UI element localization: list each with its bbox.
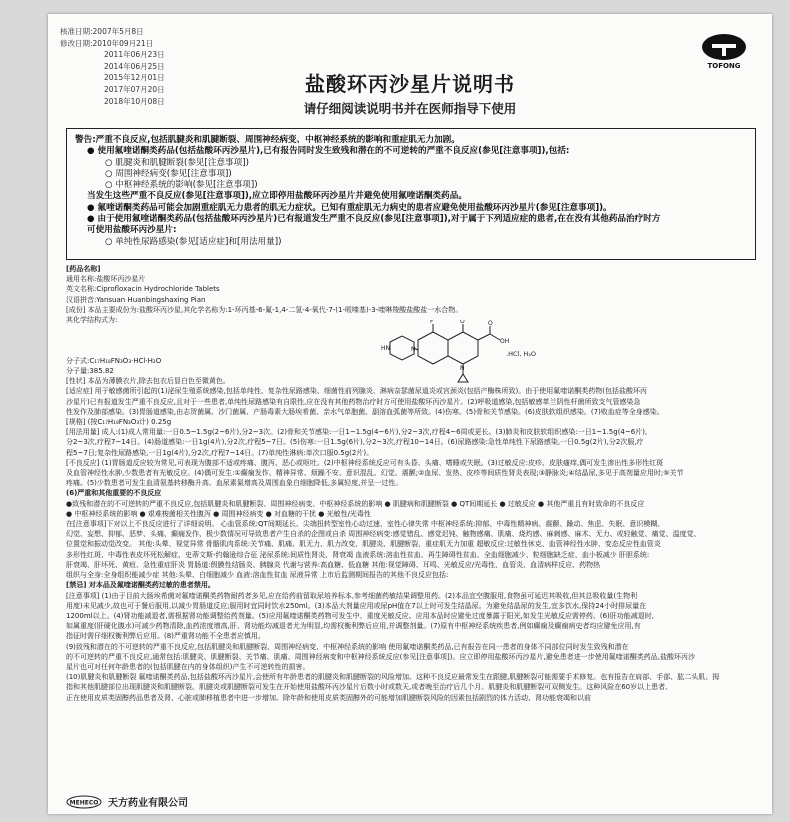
body-line: 多形性红斑、中毒性表皮坏死松解症、史蒂文斯-约翰逊综合征 泌尿系统:间质性肾炎、肾衰竭 血液系统:溶血性贫血、再生障碍性贫血、全血细胞减少、粒细胞缺乏症、血小板减少 肝胆系统: <box>66 550 650 559</box>
svg-text:F: F <box>430 320 434 325</box>
warning-line: ● 由于使用氟喹诺酮类药品(包括盐酸环丙沙星片)已有报道发生严重不良反应(参见[注意事项]),对于属于下列适应症的患者,在在没有其他药品治疗时方 <box>87 214 661 225</box>
body-line: [性状] 本品为薄膜衣片,除去包衣后显白色至微黄色。 <box>66 377 230 386</box>
body-line: [规格] (按C₁₇H₁₈FN₃O₃计) 0.25g <box>66 418 172 427</box>
body-line: 组织与全身:全身组织能减少症 其他:头晕、白细胞减少 血液:溶血性贫血 尿液异常 上市后监测期间报告的其他不良反应包括: <box>66 571 449 580</box>
warning-box <box>66 128 756 260</box>
body-line: [禁忌] 对本品及氟喹诺酮类药过敏的患者禁用。 <box>66 581 215 590</box>
footer <box>66 794 188 809</box>
warning-line: ● 氟喹诺酮类药品可能会加剧重症肌无力患者的肌无力症状。已知有重症肌无力病史的患者应避免使用盐酸环丙沙星片(参见[注意事项])。 <box>87 202 612 213</box>
warning-line: 可使用盐酸环丙沙星片: <box>87 225 177 236</box>
leaflet-sheet <box>48 14 772 814</box>
warning-line: 警告:严重不良反应,包括肌腱炎和肌腱断裂、周围神经病变、中枢神经系统的影响和重症肌无力加剧。 <box>75 135 460 145</box>
document-subtitle: 请仔细阅读说明书并在医师指导下使用 <box>303 101 517 116</box>
svg-text:HN: HN <box>381 345 390 352</box>
svg-text:N: N <box>411 346 416 353</box>
body-line: 指和其他肌腱部位出现肌腱炎和肌腱断裂。肌腱炎或肌腱断裂可发生在开始使用盐酸环丙沙星片后数小时或数天,或者晚至治疗后几个月。肌腱炎和肌腱断裂可双侧发生。这种风险在60岁以上患者、 <box>66 683 673 692</box>
body-line: 幻觉、妄想、抑郁、恶梦、头痛、癫痫发作、极少数情况可导致患者产生自杀的企图或自杀 周围神经病变:感觉错乱、感觉迟钝、触物感痛、肌痛、烧灼感、麻刺感、麻木、无力、或轻触觉、痛觉、温度觉、 <box>66 530 701 539</box>
svg-text:OH: OH <box>500 338 510 345</box>
body-line: 性发作及肺部感染。(3)胃肠道感染,由志贺菌属、沙门菌属、产肠毒素大肠埃希菌、亲水气单胞菌、副溶血弧菌等所致。(4)伤寒。(5)骨和关节感染。(6)皮肤软组织感染。(7)败血症等全身感染。 <box>66 407 664 416</box>
revision-date: 2011年06月23日 <box>104 50 165 60</box>
document-title: 盐酸环丙沙星片说明书 <box>305 72 515 96</box>
body-line: 分子量:385.82 <box>66 367 114 376</box>
company-name: 天方药业有限公司 <box>108 798 188 809</box>
chemical-structure-icon <box>378 320 548 390</box>
body-line: 肝衰竭、肝坏死、黄疸、急性重症肝炎 胃肠道:假膜性结肠炎、胰腺炎 代谢与营养:高血糖、低血糖 其他:视觉障碍、耳鸣、光敏反应/光毒性、血管炎、血清病样反应、药物热 <box>66 560 601 569</box>
body-line: 如属重度(肝硬化腹水)可减少药物清除,血药浓度增高,肝、肾功能均减退者尤为明显,均需权衡利弊后应用,并调整剂量。(7)原有中枢神经系统疾患者,例如癫痫及癫痫病史者均应避免应用,有 <box>66 622 641 631</box>
revision-date: 2014年06月25日 <box>104 61 165 71</box>
svg-text:O: O <box>488 320 493 327</box>
svg-text:TOFONG: TOFONG <box>707 62 741 70</box>
body-line: [适应症] 用于敏感菌所引起的(1)泌尿生殖系统感染,包括单纯性、复杂性尿路感染、细菌性前列腺炎、淋病奈瑟菌尿道炎或宫颈炎(包括产酶株所致)。由于使用氟喹诺酮类药物(包括盐酸环丙 <box>66 387 648 396</box>
body-line: 其化学结构式为: <box>66 316 118 325</box>
body-line: 指征时需仔细权衡利弊后应用。(8)严重肾功能不全患者应慎用。 <box>66 632 265 641</box>
body-line: 用度)未见减少,故也可于餐后服用,以减少胃肠道反应;服用时宜同时饮水250ml。(3)本品大剂量应用或尿pH值在7以上时可发生结晶尿。为避免结晶尿的发生,宜多饮水,保持24小时排尿量在 <box>66 601 647 610</box>
body-line: [用法用量] 成人:(1)成人常用量:一日0.5~1.5g(2~6片),分2~3次。(2)骨和关节感染:一日1~1.5g(4~6片),分2~3次,疗程4~6周或更长。(3)肺炎和皮肤软组织感染:一日1~1.5g(4~6片), <box>66 428 648 437</box>
body-line: 位置觉和振动觉改变。 其他:头晕、视觉异常 骨骼肌肉系统:关节痛、肌痛、肌无力、肌力改变、肌腱炎、肌腱断裂、重症肌无力加重 超敏反应:过敏性休克、血管神经性水肿、变态反应性血管炎 <box>66 540 661 549</box>
warning-line: 当发生这些严重不良反应(参见[注意事项]),应立即停用盐酸环丙沙星片并避免使用氟喹诺酮类药品。 <box>87 191 467 202</box>
body-line: 分子式:C₁₇H₁₈FN₃O₃·HCl·H₂O <box>66 356 162 365</box>
body-line: 分2~3次,疗程7~14日。(4)肠道感染:一日1g(4片),分2次,疗程5~7日。(5)伤寒:一日1.5g(6片),分2~3次,疗程10~14日。(6)尿路感染:急性单纯性下尿路感染,一日0.5g(2片),分2次服,疗 <box>66 438 644 447</box>
body-line: 通用名称:盐酸环丙沙星片 <box>66 275 146 284</box>
warning-line: ○ 单纯性尿路感染(参见[适应症]和[用法用量]) <box>105 236 282 247</box>
warning-line: ○ 中枢神经系统的影响(参见[注意事项]) <box>105 180 258 191</box>
body-line: 及血管神经性水肿,少数患者有光敏反应。(4)偶可发生:①癫痫发作、精神异常、烦躁不安、意识混乱、幻觉、震颤;②血尿、发热、皮疹等间质性肾炎表现;③静脉炎;④结晶尿,多见于高剂量应用时;⑤关节 <box>66 469 684 478</box>
meheco-logo-icon <box>66 795 102 809</box>
revision-date: 2018年10月08日 <box>104 96 165 106</box>
warning-line: ○ 肌腱炎和肌腱断裂(参见[注意事项]) <box>105 157 249 168</box>
svg-text:MEHECO: MEHECO <box>69 799 99 806</box>
body-line: 英文名称:Ciprofloxacin Hydrochloride Tablets <box>66 285 220 294</box>
body-line: [注意事项] (1)由于目前大肠埃希菌对氟喹诺酮类药物耐药者多见,应在给药前留取尿培养标本,参考细菌药敏结果调整用药。(2)本品宜空腹服用,食物虽可延迟其吸收,但其总吸收量(生物利 <box>66 591 638 600</box>
svg-text:N: N <box>460 365 465 372</box>
body-line: [成份] 本品主要成份为:盐酸环丙沙星,其化学名称为:1-环丙基-6-氟-1,4-二氢-4-氧代-7-(1-哌嗪基)-3-喹啉羧酸盐酸盐一水合物。 <box>66 305 463 314</box>
body-line: 在[注意事项]下对以上不良反应进行了详细说明。 心血管系统:QT间期延长、尖端扭转型室性心动过速、室性心律失常 中枢神经系统:抑郁、中毒性精神病、震颤、躁动、焦虑、失眠、意识模糊、 <box>66 520 665 529</box>
body-line: 程5~7日;复杂性尿路感染,一日1g(4片),分2次,疗程7~14日。(7)单纯性淋病:单次口服0.5g(2片)。 <box>66 448 374 457</box>
body-line: [不良反应] (1)胃肠道反应较为常见,可表现为腹部不适或疼痛、腹泻、恶心或呕吐。(2)中枢神经系统反应可有头昏、头痛、嗜睡或失眠。(3)过敏反应:皮疹、皮肤瘙痒,偶可发生渗出性多形性红斑 <box>66 458 664 467</box>
svg-text:.HCl, H₂O: .HCl, H₂O <box>506 350 537 358</box>
body-line: 的不可逆转的严重不良反应,通常包括:肌腱炎、肌腱断裂、关节痛、肌痛、周围神经病变和中枢神经系统反应(参见[注意事项])。应立即停用盐酸环丙沙星片,避免患者进一步使用氟喹诺酮类药品,盐酸环丙沙 <box>66 652 695 661</box>
body-line: 疼痛。(5)少数患者可发生血清氨基转移酶升高、血尿素氮增高及周围血象白细胞降低,多属轻度,并呈一过性。 <box>66 479 403 488</box>
revision-date: 2017年07月20日 <box>104 84 165 94</box>
svg-text:O: O <box>460 320 465 325</box>
body-line: (10)肌腱炎和肌腱断裂 氟喹诺酮类药品,包括盐酸环丙沙星片,会使所有年龄患者的肌腱炎和肌腱断裂的风险增加。这种不良反应最常发生在跟腱,肌腱断裂可能需要手术修复。也有报告在肩部、手部、肱二头肌、拇 <box>66 673 720 682</box>
body-line: (9)致残和潜在的不可逆转的严重不良反应,包括肌腱炎和肌腱断裂、周围神经病变、中枢神经系统的影响 使用氟喹诺酮类药品,已有报告在同一患者的身体不同部位同时发生致残和潜在 <box>66 642 629 651</box>
revision-modified: 修改日期:2010年09月21日 <box>60 38 154 48</box>
body-line: (6)严重和其他重要的不良反应 <box>66 489 162 498</box>
revision-date: 2015年12月01日 <box>104 73 165 83</box>
body-line: 沙星片)已有报道发生严重不良反应,且对于一些患者,单纯性尿路感染有自限性,应在没有其他药物治疗时方可使用盐酸环丙沙星片。(2)呼吸道感染,包括敏感革兰阴性杆菌所致支气管感染急 <box>66 397 641 406</box>
body-line: [药品名称] <box>66 265 101 273</box>
body-line: 1200ml以上。(4)肾功能减退者,需根据肾功能调整给药剂量。(5)应用氟喹诺酮类药物可发生中、重度光敏反应。应用本品时应避免过度暴露于阳光,如发生光敏反应需停药。(6)肝功能减退时, <box>66 611 654 620</box>
body-line: 星片也可对任何年龄患者的(包括肌腱在内的身体组织)产生不可逆转性的损害。 <box>66 662 310 671</box>
body-line: 汉语拼音:Yansuan Huanbingshaxing Pian <box>66 295 206 304</box>
warning-line: ○ 周围神经病变(参见[注意事项]) <box>105 168 232 179</box>
revision-approval: 核准日期:2007年5月8日 <box>60 27 144 36</box>
tofong-logo-icon <box>690 32 758 72</box>
body-line: 正在使用皮质类固醇药品患者及肾、心脏或肺移植患者中进一步增加。除年龄和使用皮质类固醇外的可能增加肌腱断裂风险的因素包括剧烈的体力活动、肾功能衰竭和以前 <box>66 693 591 702</box>
warning-line: ● 使用氟喹诺酮类药品(包括盐酸环丙沙星片),已有报告同时发生致残和潜在的不可逆转的严重不良反应(参见[注意事项]),包括: <box>87 146 570 157</box>
body-line: ●致残和潜在的不可逆转的严重不良反应,包括肌腱炎和肌腱断裂、周围神经病变、中枢神经系统的影响 ● 肌腱病和肌腱断裂 ● QT间期延长 ● 过敏反应 ● 其他严重且有时致命的不良反应 <box>66 499 645 508</box>
body-line: ● 中枢神经系统的影响 ● 艰难梭菌相关性腹泻 ● 周围神经病变 ● 对血糖的干扰 ● 光敏性/光毒性 <box>66 509 371 518</box>
